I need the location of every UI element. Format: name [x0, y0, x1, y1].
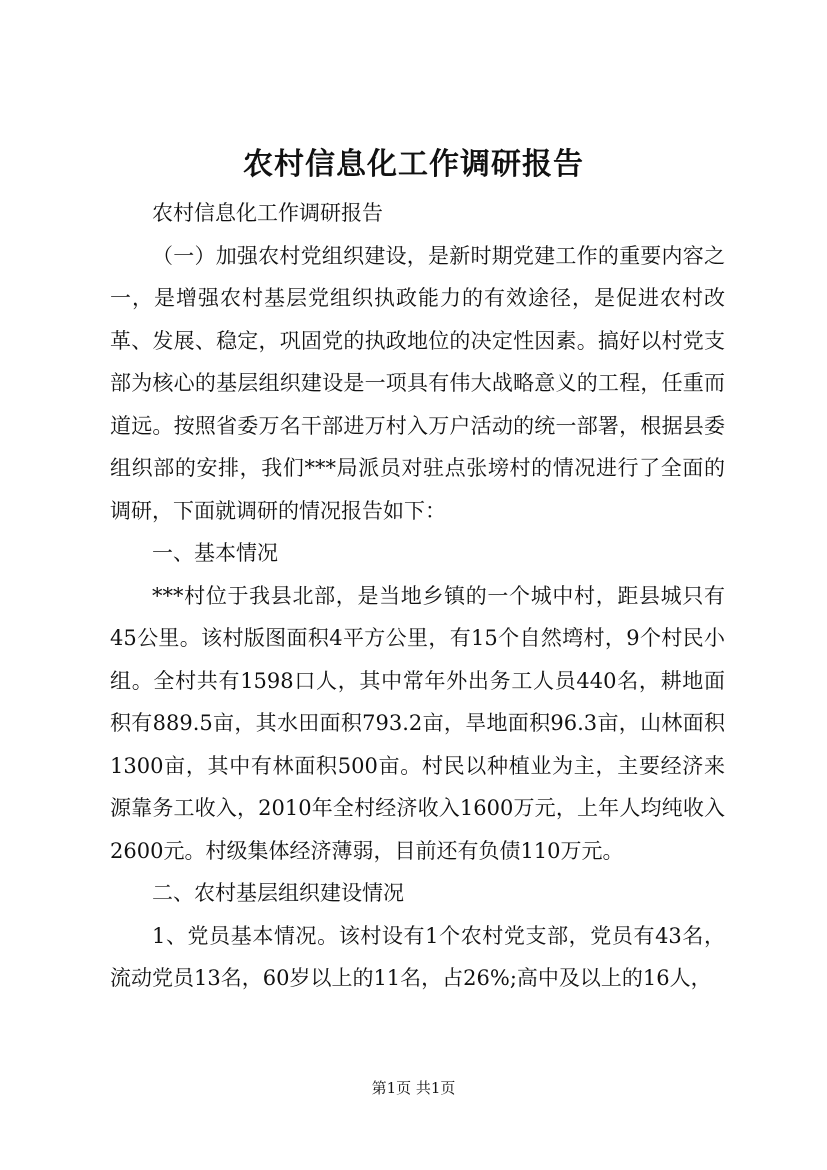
subtitle-paragraph: 农村信息化工作调研报告: [152, 201, 383, 225]
document-title: 农村信息化工作调研报告: [243, 147, 584, 182]
intro-paragraph: （一）加强农村党组织建设，是新时期党建工作的重要内容之一，是增强农村基层党组织执政能力的有效途径，是促进农村改革、发展、稳定，巩固党的执政地位的决定性因素。搞好以村党支部为核心的基层组织建设是一项具有伟大战略意义的工程，任重而道远。按照省委万名干部进万村入万户活动的统一部署，根据县委组织部的安排，我们***局派员对驻点张塝村的情况进行了全面的调研，下面就调研的情况报告如下：: [110, 243, 725, 523]
basic-info-paragraph: ***村位于我县北部，是当地乡镇的一个城中村，距县城只有45公里。该村版图面积4平方公里，有15个自然塆村，9个村民小组。全村共有1598口人，其中常年外出务工人员440名，耕地面积有889.5亩，其水田面积793.2亩，旱地面积96.3亩，山林面积1300亩，其中有林面积500亩。村民以种植业为主，主要经济来源靠务工收入，2010年全村经济收入1600万元，上年人均纯收入2600元。村级集体经济薄弱，目前还有负债110万元。: [110, 583, 725, 863]
page-footer: 第1页 共1页: [371, 1079, 456, 1097]
section-heading-organization: 二、农村基层组织建设情况: [152, 881, 404, 905]
section-heading-basic-info: 一、基本情况: [152, 541, 278, 565]
party-member-paragraph: 1、党员基本情况。该村设有1个农村党支部，党员有43名，流动党员13名，60岁以上的11名，占26%;高中及以上的16人，: [110, 923, 725, 990]
document-body: [110, 192, 725, 1000]
